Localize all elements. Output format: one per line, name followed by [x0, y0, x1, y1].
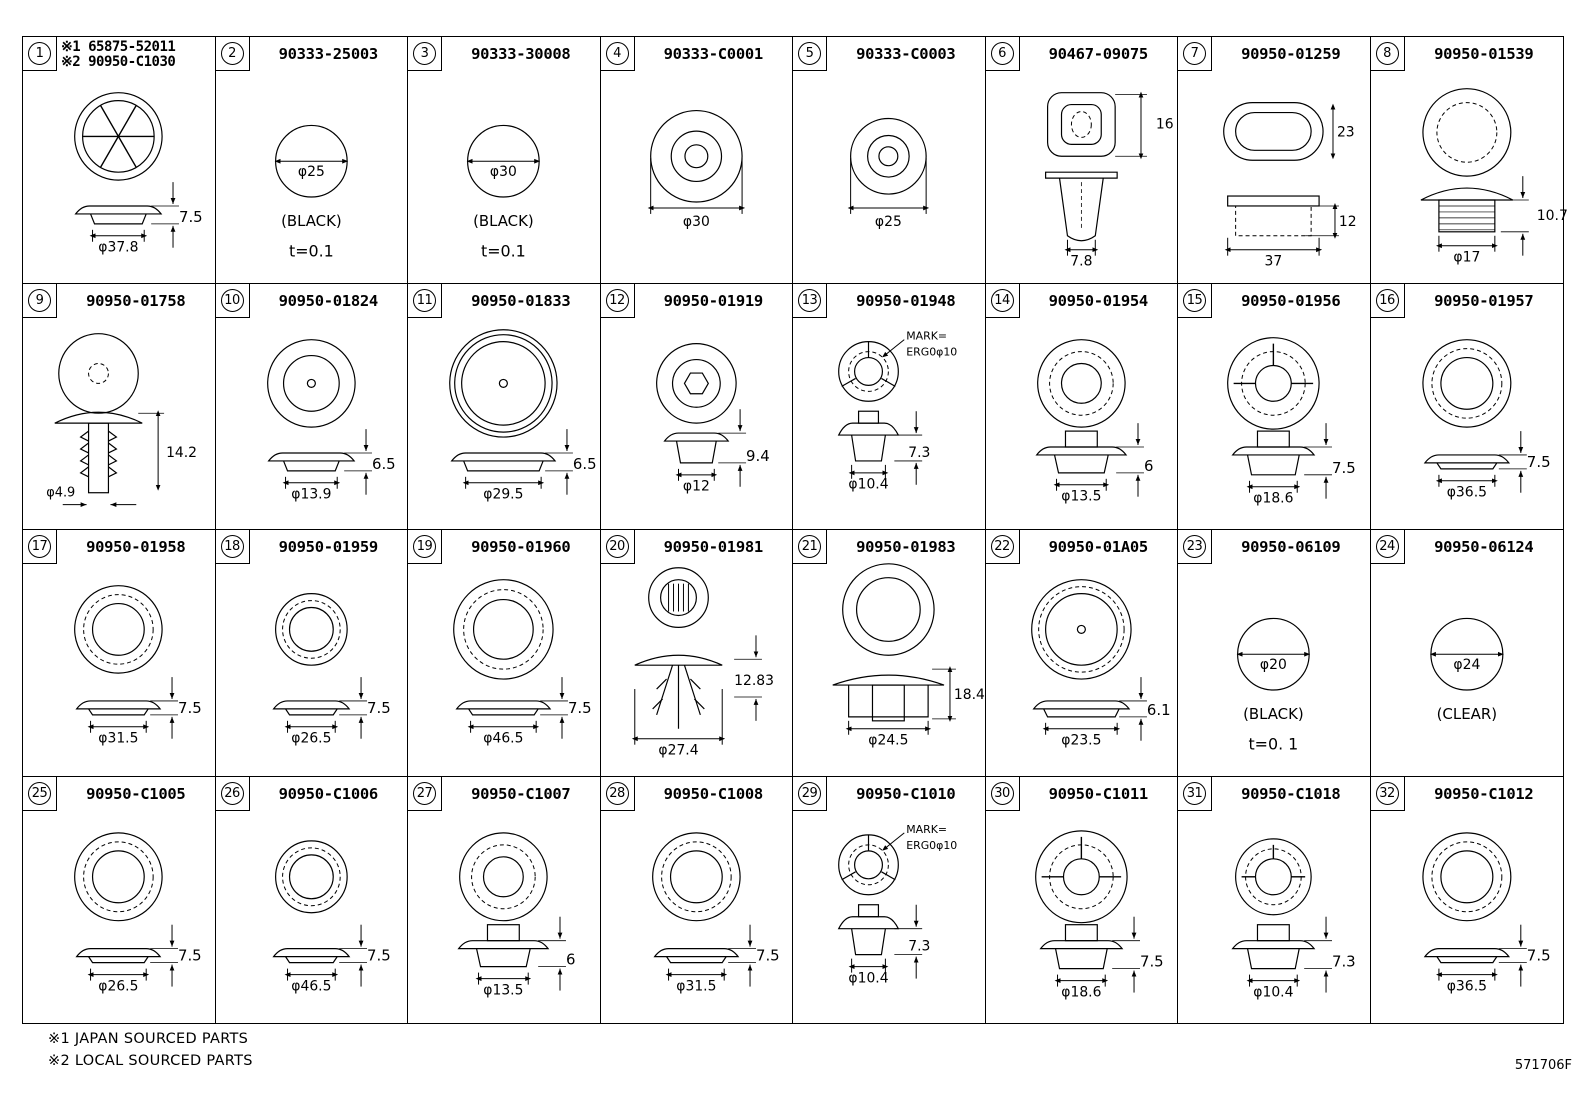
- diameter-label: φ26.5: [290, 730, 331, 747]
- part-number: 90333-30008: [471, 45, 571, 63]
- color-label: (CLEAR): [1436, 704, 1497, 723]
- diameter-label: φ10.4: [848, 970, 889, 987]
- height-label: 6: [565, 950, 576, 969]
- parts-grid: [22, 36, 1568, 1024]
- item-number: 28: [606, 782, 629, 805]
- part-drawing: [408, 777, 600, 1024]
- part-number: 90333-25003: [278, 45, 378, 63]
- diameter-label: φ29.5: [483, 486, 524, 503]
- part-cell-28: [601, 777, 794, 1024]
- part-cell-27: [408, 777, 601, 1024]
- mark-label: MARK=: [906, 822, 948, 836]
- part-drawing: [1371, 37, 1568, 283]
- item-number: 32: [1376, 782, 1399, 805]
- figure-id: 571706F: [1514, 1058, 1572, 1073]
- part-cell-8: [1371, 37, 1568, 284]
- diameter-label: φ36.5: [1446, 978, 1487, 995]
- height-label: 7.5: [177, 698, 202, 717]
- height-label: 7.5: [366, 946, 391, 965]
- part-cell-2: [216, 37, 409, 284]
- item-number: 4: [606, 42, 629, 65]
- part-cell-3: [408, 37, 601, 284]
- diameter-label: φ13.9: [290, 486, 331, 503]
- thickness-label: t=0.1: [480, 241, 526, 261]
- part-cell-23: [1178, 530, 1371, 777]
- part-number: 90950-01758: [86, 291, 186, 310]
- part-number: 90950-06124: [1434, 538, 1534, 556]
- part-drawing: [216, 777, 408, 1024]
- item-number: 30: [991, 782, 1014, 805]
- part-number: 90950-01959: [278, 538, 378, 556]
- part-drawing: [601, 777, 793, 1024]
- part-drawing: [23, 777, 215, 1024]
- part-cell-1: [23, 37, 216, 284]
- part-number: 90950-01824: [278, 291, 378, 310]
- part-drawing: [601, 530, 793, 776]
- part-cell-32: [1371, 777, 1564, 1024]
- diameter-label: φ10.4: [1253, 984, 1294, 1001]
- height-label: 9.4: [745, 446, 770, 465]
- part-drawing: [216, 37, 408, 283]
- diameter-label: φ25: [874, 213, 902, 230]
- height-label: 6.5: [371, 454, 396, 473]
- mark-code: ERG0φ10: [906, 838, 958, 852]
- diameter-label: φ31.5: [98, 730, 139, 747]
- part-number: 90950-01956: [1241, 291, 1341, 310]
- height-label: 10.7: [1536, 207, 1568, 224]
- height-label: 7.5: [1526, 452, 1551, 471]
- part-cell-21: [793, 530, 986, 777]
- item-number: 24: [1376, 535, 1399, 558]
- part-cell-17: [23, 530, 216, 777]
- diameter-label: φ37.8: [98, 239, 139, 256]
- mark-code: ERG0φ10: [906, 345, 958, 359]
- part-cell-7: [1178, 37, 1371, 284]
- part-number: 90950-01259: [1241, 45, 1341, 63]
- part-drawing: [793, 530, 985, 776]
- part-drawing: [986, 284, 1178, 530]
- part-drawing: [408, 37, 600, 283]
- part-drawing: [986, 777, 1178, 1024]
- part-number: 90950-C1008: [663, 784, 763, 803]
- part-number: 90950-01948: [856, 291, 956, 310]
- part-number: 90950-01539: [1434, 45, 1534, 63]
- item-number: 5: [798, 42, 821, 65]
- item-number: 7: [1183, 42, 1206, 65]
- part-cell-22: [986, 530, 1179, 777]
- part-number: 90950-01919: [663, 291, 763, 310]
- diameter-label: φ26.5: [98, 978, 139, 995]
- diameter-label: 7.8: [1069, 253, 1092, 270]
- item-number: 10: [221, 289, 244, 312]
- part-drawing: [216, 284, 408, 530]
- part-number: 90950-01960: [471, 538, 571, 556]
- thickness-label: t=0.1: [288, 241, 334, 261]
- part-number: 90950-01A05: [1048, 538, 1148, 556]
- height-label: 7.5: [1526, 946, 1551, 965]
- part-cell-9: [23, 284, 216, 531]
- height-label: 7.3: [908, 444, 931, 461]
- color-label: (BLACK): [473, 211, 534, 230]
- part-number: 90950-01957: [1434, 291, 1534, 310]
- item-number: 14: [991, 289, 1014, 312]
- diameter-label: φ46.5: [290, 978, 331, 995]
- part-number: 90950-C1005: [86, 784, 186, 803]
- part-cell-16: [1371, 284, 1564, 531]
- height-label: 12.83: [733, 673, 774, 690]
- item-number: 8: [1376, 42, 1399, 65]
- height-label: 6.5: [572, 454, 597, 473]
- part-drawing: [408, 284, 600, 530]
- part-drawing: [1371, 284, 1564, 530]
- item-number: 3: [413, 42, 436, 65]
- diameter-label: φ30: [489, 164, 517, 181]
- part-cell-29: [793, 777, 986, 1024]
- item-number: 29: [798, 782, 821, 805]
- item-number: 27: [413, 782, 436, 805]
- part-drawing: [793, 284, 985, 530]
- diameter-label: φ30: [682, 213, 710, 230]
- part-number: 90950-01958: [86, 538, 186, 556]
- part-drawing: [1371, 530, 1564, 776]
- diameter-label: φ18.6: [1253, 490, 1294, 507]
- footnote-japan-sourced: ※1 JAPAN SOURCED PARTS: [48, 1031, 249, 1047]
- part-drawing: [986, 37, 1178, 283]
- footnote-local-sourced: ※2 LOCAL SOURCED PARTS: [48, 1053, 253, 1069]
- part-number: 90950-C1018: [1241, 784, 1341, 803]
- part-drawing: [23, 284, 215, 530]
- item-number: 6: [991, 42, 1014, 65]
- diameter-label: φ18.6: [1060, 984, 1101, 1001]
- part-number: 90950-06109: [1241, 538, 1341, 556]
- part-number-line: ※1 65875-52011: [61, 39, 176, 55]
- height-label: 7.5: [567, 698, 592, 717]
- item-number: 31: [1183, 782, 1206, 805]
- item-number: 1: [28, 42, 51, 65]
- part-drawing: [216, 530, 408, 776]
- part-number: 90950-C1011: [1048, 784, 1148, 803]
- item-number: 9: [28, 289, 51, 312]
- part-number: 90333-C0003: [856, 45, 956, 63]
- color-label: (BLACK): [1243, 704, 1304, 723]
- part-number: 90950-01981: [663, 538, 763, 556]
- diameter-label: φ24.5: [868, 732, 909, 749]
- diameter-label: φ4.9: [46, 485, 76, 501]
- part-number: 90333-C0001: [663, 45, 763, 63]
- height-label: 7.5: [366, 698, 391, 717]
- item-number: 23: [1183, 535, 1206, 558]
- height-label: 7.3: [1331, 952, 1356, 971]
- item-number: 21: [798, 535, 821, 558]
- part-drawing: [793, 777, 985, 1024]
- part-cell-11: [408, 284, 601, 531]
- diameter-label: φ13.5: [1060, 488, 1101, 505]
- item-number: 13: [798, 289, 821, 312]
- part-number: 90950-C1007: [471, 784, 571, 803]
- height-label: 7.5: [1331, 458, 1356, 477]
- diameter-label: φ46.5: [483, 730, 524, 747]
- height-label: 7.3: [908, 938, 931, 955]
- diameter-label: φ20: [1259, 657, 1287, 674]
- part-drawing: [1178, 530, 1370, 776]
- part-drawing: [23, 530, 215, 776]
- height-label: 6.1: [1146, 700, 1171, 719]
- item-number: 25: [28, 782, 51, 805]
- diameter-label: φ27.4: [657, 742, 699, 759]
- diameter-label: φ12: [682, 478, 710, 495]
- part-number: 90950-01833: [471, 291, 571, 310]
- diameter-label: φ23.5: [1060, 732, 1101, 749]
- part-cell-24: [1371, 530, 1564, 777]
- diameter-label: φ17: [1452, 249, 1480, 266]
- height-label: 7.5: [1139, 952, 1164, 971]
- part-number: 90950-C1006: [278, 784, 378, 803]
- part-number: 90950-C1012: [1434, 784, 1534, 803]
- depth-label: 12: [1338, 213, 1357, 230]
- part-number: 90950-C1010: [856, 784, 956, 803]
- part-cell-31: [1178, 777, 1371, 1024]
- diameter-label: φ36.5: [1446, 484, 1487, 501]
- part-cell-19: [408, 530, 601, 777]
- height-label: 7.5: [177, 946, 202, 965]
- width-label: 37: [1264, 253, 1283, 270]
- part-drawing: [408, 530, 600, 776]
- height-label: 7.5: [755, 946, 780, 965]
- diameter-label: φ24: [1452, 657, 1480, 674]
- part-cell-4: [601, 37, 794, 284]
- part-drawing: [1371, 777, 1564, 1024]
- item-number: 11: [413, 289, 436, 312]
- part-cell-6: [986, 37, 1179, 284]
- part-number: 90950-01983: [856, 538, 956, 556]
- part-cell-15: [1178, 284, 1371, 531]
- item-number: 19: [413, 535, 436, 558]
- part-cell-20: [601, 530, 794, 777]
- height-label: 6: [1143, 456, 1153, 475]
- item-number: 12: [606, 289, 629, 312]
- part-drawing: [1178, 284, 1370, 530]
- part-cell-18: [216, 530, 409, 777]
- part-drawing: [601, 284, 793, 530]
- part-cell-26: [216, 777, 409, 1024]
- part-cell-14: [986, 284, 1179, 531]
- item-number: 26: [221, 782, 244, 805]
- part-drawing: [1178, 37, 1370, 283]
- part-number: 90950-01954: [1048, 291, 1148, 310]
- part-number: 90467-09075: [1048, 45, 1148, 63]
- part-drawing: [793, 37, 985, 283]
- item-number: 15: [1183, 289, 1206, 312]
- height-label: 7.5: [178, 207, 203, 226]
- item-number: 20: [606, 535, 629, 558]
- part-drawing: [986, 530, 1178, 776]
- part-cell-25: [23, 777, 216, 1024]
- part-drawing: [23, 37, 215, 283]
- item-number: 16: [1376, 289, 1399, 312]
- item-number: 22: [991, 535, 1014, 558]
- item-number: 18: [221, 535, 244, 558]
- part-cell-30: [986, 777, 1179, 1024]
- height-label: 16: [1155, 116, 1174, 133]
- height-label: 18.4: [953, 686, 985, 703]
- item-number: 17: [28, 535, 51, 558]
- part-cell-13: [793, 284, 986, 531]
- color-label: (BLACK): [280, 211, 342, 230]
- thickness-label: t=0. 1: [1248, 734, 1299, 754]
- part-drawing: [1178, 777, 1370, 1024]
- part-cell-10: [216, 284, 409, 531]
- part-cell-12: [601, 284, 794, 531]
- part-number-line: ※2 90950-C1030: [61, 54, 176, 70]
- part-cell-5: [793, 37, 986, 284]
- diameter-label: φ10.4: [848, 476, 889, 493]
- height-label: 14.2: [166, 444, 198, 461]
- part-drawing: [601, 37, 793, 283]
- diameter-label: φ13.5: [483, 982, 524, 999]
- mark-label: MARK=: [906, 329, 948, 343]
- item-number: 2: [221, 42, 244, 65]
- diameter-label: φ31.5: [675, 978, 716, 995]
- diameter-label: φ25: [297, 164, 325, 181]
- height-label: 23: [1336, 124, 1355, 141]
